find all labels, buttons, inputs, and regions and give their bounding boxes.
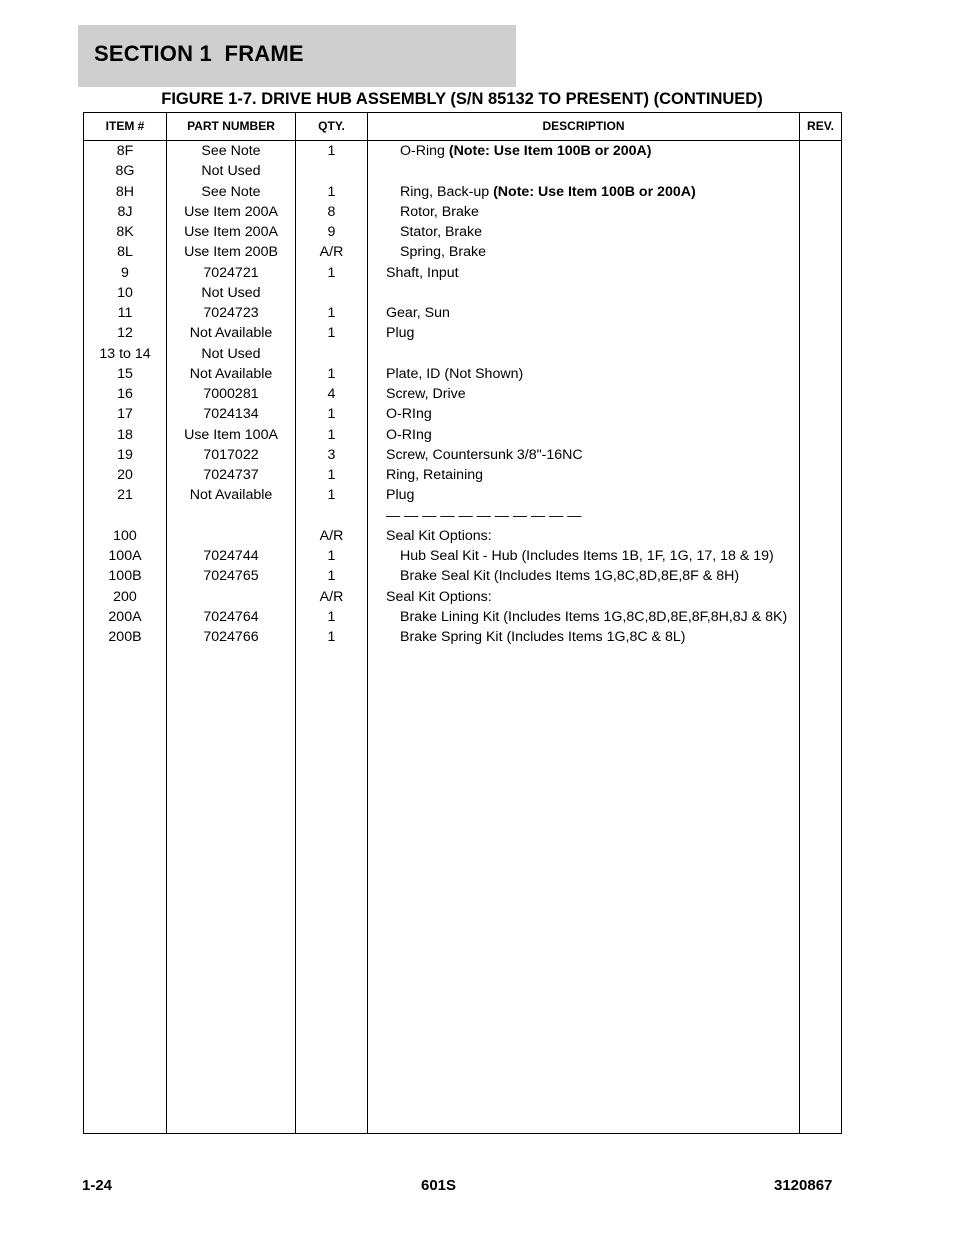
header-qty: QTY. — [318, 119, 345, 133]
description — [386, 384, 796, 404]
part-number: Use Item 200A — [184, 224, 278, 240]
table-row — [84, 425, 841, 445]
item-number: 17 — [117, 406, 133, 423]
description-text: Plug — [386, 325, 415, 342]
quantity: 4 — [327, 386, 336, 402]
description-text: Brake Seal Kit (Includes Items 1G,8C,8D,8E,8F & 8H) — [400, 568, 740, 585]
table-row — [84, 222, 841, 242]
item-number: 8K — [116, 224, 134, 240]
quantity: 1 — [327, 325, 336, 342]
figure-title: FIGURE 1-7. DRIVE HUB ASSEMBLY (S/N 85132 TO PRESENT) (CONTINUED) — [161, 90, 763, 108]
table-row — [84, 506, 841, 526]
description-text: Brake Lining Kit (Includes Items 1G,8C,8D,8E,8F,8H,8J & 8K) — [400, 608, 788, 625]
item-number: 200B — [108, 629, 142, 645]
description-text: Stator, Brake — [400, 224, 483, 240]
item-number: 9 — [121, 264, 129, 281]
description — [400, 222, 810, 242]
part-number: 7024766 — [203, 629, 259, 645]
part-number: 7000281 — [203, 386, 259, 402]
item-number: 8G — [115, 163, 135, 180]
part-number: Use Item 200A — [184, 203, 278, 220]
item-number: 21 — [117, 487, 133, 504]
item-number: 8H — [115, 183, 135, 200]
quantity: A/R — [319, 244, 344, 261]
description — [386, 526, 796, 546]
table-row — [84, 566, 841, 586]
description — [386, 445, 796, 465]
description — [400, 242, 810, 262]
table-row — [84, 242, 841, 262]
item-number: 12 — [117, 325, 133, 342]
item-number: 20 — [117, 467, 133, 483]
description — [386, 303, 796, 323]
part-number: 7024721 — [203, 264, 259, 281]
description — [400, 182, 810, 202]
quantity: 1 — [327, 143, 336, 159]
quantity: 1 — [327, 183, 336, 200]
item-number: 200A — [108, 608, 142, 625]
page-number: 1-24 — [82, 1177, 113, 1194]
item-number: 8F — [116, 143, 134, 159]
description-note: (Note: Use Item 100B or 200A) — [493, 183, 696, 200]
model-number: 601S — [421, 1177, 457, 1194]
description-text: Shaft, Input — [386, 264, 459, 281]
table-row — [84, 161, 841, 181]
table-row — [84, 364, 841, 384]
description — [386, 465, 796, 485]
description-text: Gear, Sun — [386, 305, 450, 321]
part-number: See Note — [201, 143, 261, 159]
table-body — [84, 141, 841, 647]
part-number: 7024134 — [203, 406, 259, 423]
part-number: 7017022 — [203, 446, 259, 463]
part-number: Not Used — [201, 284, 261, 301]
header-part-number: PART NUMBER — [187, 119, 275, 133]
description — [386, 425, 796, 445]
description-text: Seal Kit Options: — [386, 588, 492, 605]
item-number: 15 — [117, 365, 133, 382]
description — [386, 485, 796, 505]
quantity: 1 — [327, 568, 336, 585]
quantity: 1 — [327, 264, 336, 281]
header-description: DESCRIPTION — [542, 119, 625, 133]
description — [386, 404, 796, 424]
item-number: 100 — [113, 527, 137, 544]
description — [386, 364, 796, 384]
part-number: 7024744 — [203, 548, 259, 564]
section-header — [78, 25, 516, 87]
section-title: SECTION 1 FRAME — [94, 41, 304, 66]
quantity: 9 — [327, 224, 336, 240]
description — [400, 627, 810, 647]
quantity: 1 — [327, 467, 336, 483]
table-row — [84, 344, 841, 364]
description — [386, 506, 796, 526]
document-number: 3120867 — [774, 1177, 833, 1194]
description-text: Screw, Drive — [386, 386, 466, 402]
item-number: 19 — [117, 446, 133, 463]
part-number: Use Item 100A — [184, 426, 278, 443]
quantity: A/R — [319, 588, 344, 605]
table-row — [84, 445, 841, 465]
part-number: Not Used — [201, 345, 261, 362]
quantity: 1 — [327, 406, 336, 423]
parts-table — [83, 112, 842, 1134]
part-number: Not Available — [189, 325, 273, 342]
description — [400, 566, 810, 586]
description-text: O-RIng — [386, 426, 432, 443]
description-text: Plate, ID (Not Shown) — [386, 365, 524, 382]
table-row — [84, 263, 841, 283]
description-text: O-RIng — [386, 406, 432, 423]
table-row — [84, 607, 841, 627]
header-item: ITEM # — [105, 119, 145, 133]
description-text: Rotor, Brake — [400, 203, 479, 220]
description — [386, 587, 796, 607]
item-number: 16 — [117, 386, 133, 402]
description-text: Ring, Retaining — [386, 467, 484, 483]
part-number: 7024765 — [203, 568, 259, 585]
table-row — [84, 202, 841, 222]
table-row — [84, 141, 841, 161]
description — [400, 546, 810, 566]
description — [400, 141, 810, 161]
item-number: 13 to 14 — [99, 345, 151, 362]
quantity: 1 — [327, 365, 336, 382]
item-number: 8J — [117, 203, 133, 220]
table-row — [84, 323, 841, 343]
description — [400, 607, 810, 627]
item-number: 100A — [108, 548, 142, 564]
table-row — [84, 465, 841, 485]
table-row — [84, 627, 841, 647]
quantity: 1 — [327, 426, 336, 443]
item-number: 8L — [117, 244, 133, 261]
description-text: Brake Spring Kit (Includes Items 1G,8C & 8L) — [400, 629, 686, 645]
description-text: — — — — — — — — — — — — [386, 507, 582, 524]
table-row — [84, 485, 841, 505]
description-text: Seal Kit Options: — [386, 527, 492, 544]
quantity: 1 — [327, 305, 336, 321]
description-note: (Note: Use Item 100B or 200A) — [448, 143, 652, 159]
part-number: 7024764 — [203, 608, 259, 625]
part-number: Not Used — [201, 163, 261, 180]
quantity: 8 — [327, 203, 336, 220]
table-row — [84, 526, 841, 546]
quantity: 1 — [327, 608, 336, 625]
quantity: 1 — [327, 487, 336, 504]
item-number: 18 — [117, 426, 133, 443]
part-number: 7024737 — [203, 467, 259, 483]
description-text: Screw, Countersunk 3/8"-16NC — [386, 446, 583, 463]
description-text: Hub Seal Kit - Hub (Includes Items 1B, 1F, 1G, 17, 18 & 19) — [400, 548, 774, 564]
part-number: Not Available — [189, 365, 273, 382]
part-number: Not Available — [189, 487, 273, 504]
part-number: Use Item 200B — [184, 244, 278, 261]
description-text: Ring, Back-up — [400, 183, 494, 200]
part-number: See Note — [201, 183, 261, 200]
item-number: 200 — [113, 588, 137, 605]
quantity: 3 — [327, 446, 336, 463]
header-rev: REV. — [807, 119, 834, 133]
item-number: 11 — [117, 305, 133, 321]
part-number: 7024723 — [203, 305, 259, 321]
table-row — [84, 384, 841, 404]
quantity: 1 — [327, 629, 336, 645]
table-row — [84, 303, 841, 323]
item-number: 100B — [108, 568, 142, 585]
description-text: O-Ring — [400, 143, 449, 159]
quantity: A/R — [319, 527, 344, 544]
table-row — [84, 587, 841, 607]
description — [386, 323, 796, 343]
item-number: 10 — [117, 284, 133, 301]
description — [386, 263, 796, 283]
table-row — [84, 404, 841, 424]
table-row — [84, 283, 841, 303]
description-text: Spring, Brake — [400, 244, 486, 261]
description — [400, 202, 810, 222]
description-text: Plug — [386, 487, 415, 504]
quantity: 1 — [327, 548, 336, 564]
table-row — [84, 182, 841, 202]
table-row — [84, 546, 841, 566]
